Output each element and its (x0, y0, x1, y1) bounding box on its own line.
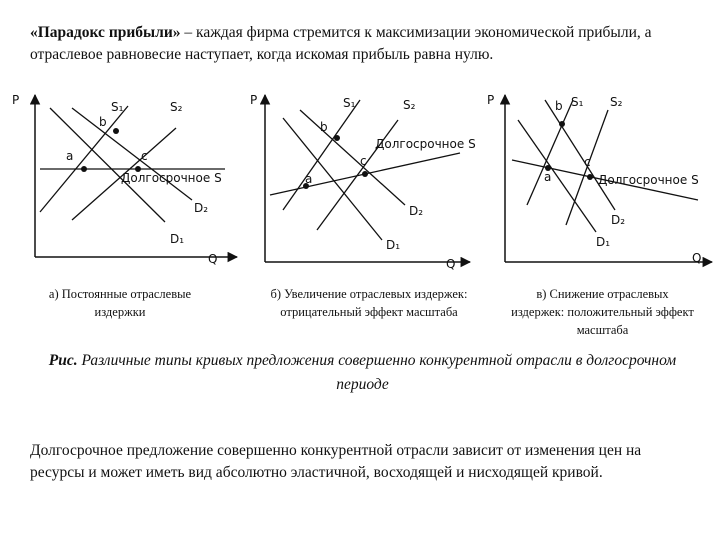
graph-b-point-c (362, 171, 368, 177)
graph-c-d2-curve (545, 100, 615, 210)
graph-c-point-c (587, 174, 593, 180)
graph-c-label-a: a (544, 170, 552, 184)
graph-b-p-label: P (250, 93, 258, 107)
intro-text: – каждая фирма стремится к максимизации экономической прибыли, а отраслевое равновесие наступает, когда искомая прибыль равна нулю. (30, 24, 652, 63)
graph-a (12, 93, 237, 266)
graph-a-q-label: Q (208, 252, 218, 266)
graph-c-label-s2: S₂ (610, 95, 623, 109)
graph-c-label-long-run: Долгосрочное S (598, 173, 699, 187)
graph-c-label-c: c (584, 155, 591, 169)
graph-a-d1-curve (50, 108, 165, 222)
graph-b-q-label: Q (446, 257, 456, 271)
graph-b-label-c: c (360, 154, 367, 168)
graph-b-s1-curve (283, 100, 360, 210)
figure-label: Рис. (48, 352, 78, 369)
graph-b-label-long-run: Долгосрочное S (375, 137, 476, 151)
graph-a-s1-curve (40, 106, 128, 212)
figure-caption (30, 349, 695, 397)
graph-b-caption: б) Увеличение отраслевых издержек: отрицательный эффект масштаба (270, 287, 468, 319)
graph-c-label-d2: D₂ (611, 213, 626, 227)
intro-term: «Парадокс прибыли» (30, 24, 181, 41)
graph-b-point-b (334, 135, 340, 141)
graph-a-label-s2: S₂ (170, 100, 183, 114)
graph-c-label-b: b (555, 99, 563, 113)
graph-b-label-b: b (320, 120, 328, 134)
graph-b-d1-curve (283, 118, 382, 240)
graph-b-label-d1: D₁ (386, 238, 401, 252)
graph-b-label-s2: S₂ (403, 98, 416, 112)
graph-a-label-b: b (99, 115, 107, 129)
graph-a-d2-curve (72, 108, 192, 200)
graph-a-label-long-run: Долгосрочное S (121, 171, 222, 185)
graph-b-label-a: a (305, 172, 313, 186)
graph-c-caption: в) Снижение отраслевых издержек: положительный эффект масштаба (511, 287, 694, 337)
graph-c-label-d1: D₁ (596, 235, 611, 249)
graph-c-q-label: Q (692, 251, 702, 265)
graph-b-label-d2: D₂ (409, 204, 424, 218)
graph-a-label-d1: D₁ (170, 232, 185, 246)
graph-c-p-label: P (487, 93, 495, 107)
graph-a-label-a: a (66, 149, 74, 163)
figure-text: Различные типы кривых предложения совершенно конкурентной отрасли в долгосрочном периоде (77, 352, 677, 393)
graph-a-label-s1: S₁ (111, 100, 124, 114)
graph-b (250, 93, 476, 271)
graph-c (487, 93, 712, 265)
graph-a-p-label: P (12, 93, 20, 107)
graph-a-point-b (113, 128, 119, 134)
conclusion-paragraph: Долгосрочное предложение совершенно конкурентной отрасли зависит от изменения цен на ресурсы и может иметь вид абсолютно эластичной, восходящей и нисходящей кривой. (30, 442, 642, 481)
graph-a-caption: а) Постоянные отраслевые издержки (48, 287, 192, 319)
graph-c-point-b (559, 121, 565, 127)
graph-a-point-a (81, 166, 87, 172)
graph-b-label-s1: S₁ (343, 96, 356, 110)
graph-a-label-c: c (141, 149, 148, 163)
graph-a-label-d2: D₂ (194, 201, 209, 215)
graph-c-label-s1: S₁ (571, 95, 584, 109)
